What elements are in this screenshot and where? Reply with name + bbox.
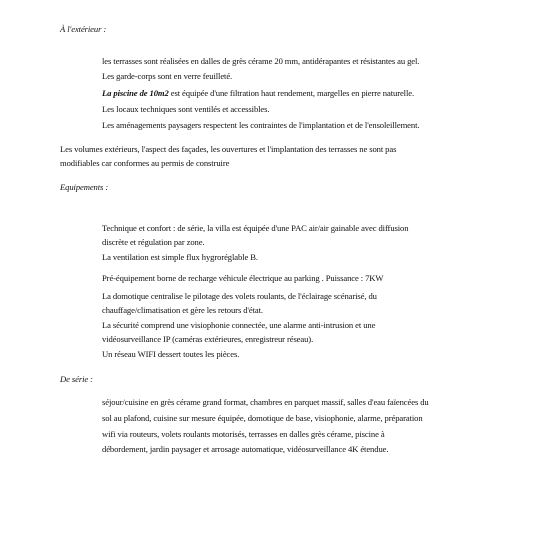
- equipment-technique-line-2: discrète et régulation par zone.: [102, 237, 205, 247]
- volumes-note-line-2: modifiables car conformes au permis de construire: [60, 158, 230, 168]
- standard-line-4: débordement, jardin paysager et arrosage automatique, vidéosurveillance 4K étendue.: [102, 444, 389, 454]
- equipment-wifi: Un réseau WIFI dessert toutes les pièces.: [102, 349, 240, 359]
- exterior-heading: À l'extérieur :: [60, 24, 107, 34]
- volumes-note-line-1: Les volumes extérieurs, l'aspect des façades, les ouvertures et l'implantation des terrasses ne sont pas: [60, 144, 397, 154]
- exterior-item-railings: Les garde-corps sont en verre feuilleté.: [102, 71, 233, 81]
- equipment-domotics-line-2: chauffage/climatisation et gère les retours d'état.: [102, 305, 263, 315]
- equipment-security-line-1: La sécurité comprend une visiophonie connectée, une alarme anti-intrusion et une: [102, 320, 376, 330]
- pool-description: est équipée d'une filtration haut rendement, margelles en pierre naturelle.: [170, 88, 415, 98]
- exterior-item-pool: [102, 88, 414, 99]
- exterior-item-terraces: les terrasses sont réalisées en dalles de grès cérame 20 mm, antidérapantes et résistantes au gel.: [102, 56, 420, 66]
- equipment-ventilation: La ventilation est simple flux hygroréglable B.: [102, 252, 258, 262]
- equipment-ev-charging: Pré-équipement borne de recharge véhicule électrique au parking . Puissance : 7KW: [102, 273, 384, 283]
- equipment-heading: Equipements :: [60, 182, 109, 192]
- standard-line-2: sol au plafond, cuisine sur mesure équipée, domotique de base, visiophonie, alarme, préparation: [102, 413, 423, 423]
- exterior-item-landscaping: Les aménagements paysagers respectent les contraintes de l'implantation et de l'ensoleillement.: [102, 120, 420, 130]
- standard-line-1: séjour/cuisine en grès cérame grand format, chambres en parquet massif, salles d'eau faïencées du: [102, 397, 429, 407]
- equipment-security-line-2: vidéosurveillance IP (caméras extérieures, enregistreur réseau).: [102, 334, 314, 344]
- pool-label: La piscine de 10m2: [102, 88, 169, 98]
- standard-heading: De série :: [60, 374, 93, 384]
- standard-line-3: wifi via routeurs, volets roulants motorisés, terrasses en dalles grès cérame, piscine à: [102, 429, 385, 439]
- exterior-item-technical-rooms: Les locaux techniques sont ventilés et accessibles.: [102, 104, 270, 114]
- equipment-technique-line-1: Technique et confort : de série, la villa est équipée d'une PAC air/air gainable avec diffusion: [102, 223, 409, 233]
- equipment-domotics-line-1: La domotique centralise le pilotage des volets roulants, de l'éclairage scénarisé, du: [102, 291, 377, 301]
